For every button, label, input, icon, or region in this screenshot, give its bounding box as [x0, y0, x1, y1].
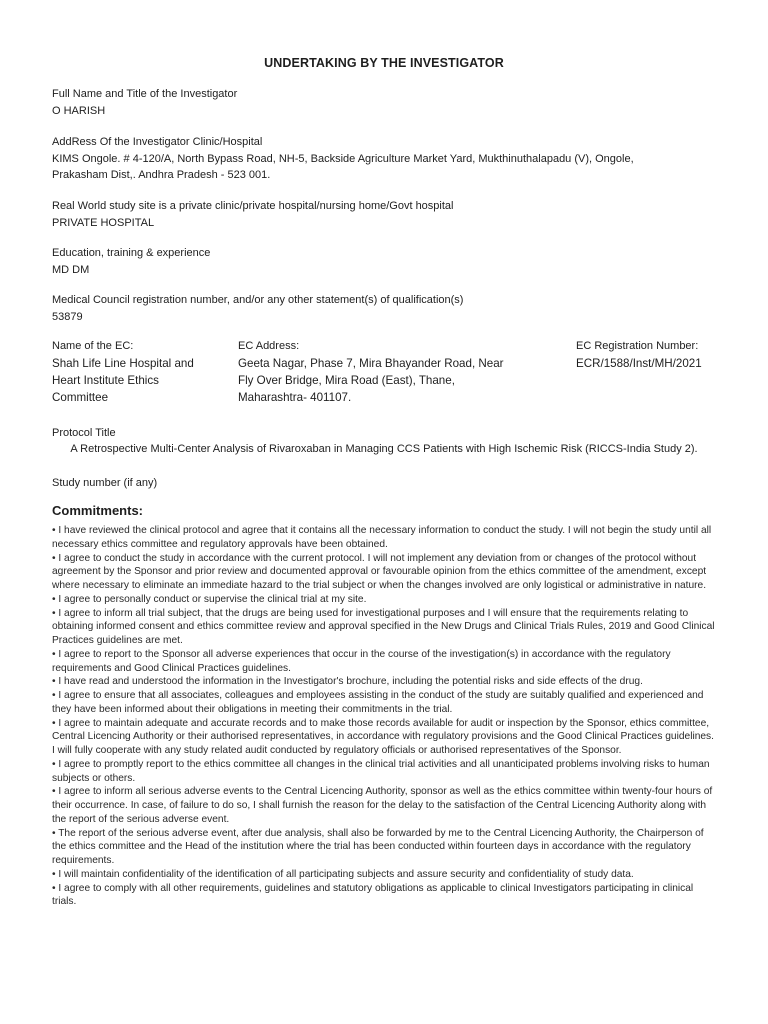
list-item: • I agree to ensure that all associates, colleagues and employees assisting in the conduct of the study are suitably qualified and experienced and they have been informed about their obligations in meeting their commitments in the trial.: [52, 690, 704, 715]
protocol-label: Protocol Title: [52, 427, 116, 439]
investigator-section: [52, 86, 732, 119]
education-label: Education, training & experience: [52, 247, 211, 259]
page-title: UNDERTAKING BY THE INVESTIGATOR: [264, 56, 504, 70]
education-section: [52, 245, 732, 278]
ec-registration-value: ECR/1588/Inst/MH/2021: [576, 356, 702, 370]
site-section: [52, 198, 732, 231]
list-item: • I agree to conduct the study in accordance with the current protocol. I will not implement any deviation from or changes of the protocol without agreement by the Sponsor and prior review and documented approval or favourable opinion from the ethics committee of the amendment, except where necessary to eliminate an immediate hazard to the trial subject or when the changes involved are only logistical or administrative in nature.: [52, 552, 707, 591]
address-label: AddRess Of the Investigator Clinic/Hospital: [52, 136, 263, 148]
list-item: • I have reviewed the clinical protocol and agree that it contains all the necessary information to conduct the study. I will not begin the study until all necessary ethics committee and regulatory approvals have been obtained.: [52, 525, 712, 550]
list-item: • I have read and understood the information in the Investigator's brochure, including the potential risks and side effects of the drug.: [52, 676, 643, 688]
commitments-list: [52, 524, 716, 909]
ec-name-line: Committee: [52, 390, 109, 404]
ec-address-line: Fly Over Bridge, Mira Road (East), Thane,: [238, 373, 455, 387]
list-item: • The report of the serious adverse event, after due analysis, shall also be forwarded by me to the Central Licencing Authority, the Chairperson of the ethics committee and the Head of the institution where the trial has been conducted within fourteen days in accordance with the regulatory requirements.: [52, 827, 704, 866]
education-value: MD DM: [52, 263, 90, 276]
ec-registration-label: EC Registration Number:: [576, 340, 699, 352]
protocol-title: A Retrospective Multi-Center Analysis of Rivaroxaban in Managing CCS Patients with High Ischemic Risk (RICCS-India Study 2).: [70, 443, 698, 455]
ec-name-column: [52, 338, 232, 406]
registration-section: [52, 292, 732, 325]
list-item: • I agree to personally conduct or supervise the clinical trial at my site.: [52, 593, 367, 605]
ec-address-line: Geeta Nagar, Phase 7, Mira Bhayander Road, Near: [238, 356, 504, 370]
registration-label: Medical Council registration number, and/or any other statement(s) of qualification(s): [52, 294, 464, 306]
list-item: • I agree to promptly report to the ethics committee all changes in the clinical trial activities and all unanticipated problems involving risks to human subjects or others.: [52, 758, 710, 784]
address-line: KIMS Ongole. # 4-120/A, North Bypass Road, NH-5, Backside Agriculture Market Yard, Mukthinuthalapadu (V), Ongole,: [52, 152, 634, 165]
list-item: • I agree to report to the Sponsor all adverse experiences that occur in the course of the investigation(s) in accordance with the regulatory requirements and Good Clinical Practices guidelines.: [52, 648, 671, 674]
study-number-label: Study number (if any): [52, 477, 158, 489]
address-line: Prakasham Dist,. Andhra Pradesh - 523 001.: [52, 169, 271, 181]
ec-registration-column: [576, 338, 746, 372]
ec-name-line: Heart Institute Ethics: [52, 373, 159, 387]
list-item: • I will maintain confidentiality of the identification of all participating subjects and assure security and confidentiality of study data.: [52, 868, 634, 880]
address-section: [52, 134, 732, 184]
registration-value: 53879: [52, 310, 83, 323]
list-item: • I agree to comply with all other requirements, guidelines and statutory obligations as applicable to clinical Investigators participating in clinical trials.: [52, 882, 694, 908]
ec-name-line: Shah Life Line Hospital and: [52, 356, 194, 370]
ec-address-line: Maharashtra- 401107.: [238, 390, 352, 404]
investigator-label: Full Name and Title of the Investigator: [52, 88, 238, 100]
list-item: • I agree to inform all trial subject, that the drugs are being used for investigational purposes and I will ensure that the requirements relating to obtaining informed consent and ethics committee review and approval specified in the New Drugs and Clinical Trials Rules, 2019 and Good Clinical Practices guidelines are met.: [52, 607, 715, 646]
site-value: PRIVATE HOSPITAL: [52, 216, 155, 229]
site-label: Real World study site is a private clinic/private hospital/nursing home/Govt hospital: [52, 200, 454, 212]
ec-name-label: Name of the EC:: [52, 340, 134, 352]
list-item: • I agree to inform all serious adverse events to the Central Licencing Authority, sponsor as well as the ethics committee within twenty-four hours of their occurrence. In case, of failure to do so, I shall furnish the reason for the delay to the satisfaction of the Central Licencing Authority along with the report of the serious adverse event.: [52, 786, 713, 825]
list-item: • I agree to maintain adequate and accurate records and to make those records available for audit or inspection by the Sponsor, ethics committee, Central Licencing Authority or their authorised representatives, in accordance with regulatory provisions and the Good Clinical Practices guidelines. I will fully cooperate with any study related audit conducted by regulatory officials or authorised representatives of the Sponsor.: [52, 717, 714, 756]
commitments-heading: Commitments:: [52, 503, 144, 518]
ec-address-column: [238, 338, 558, 406]
ec-address-label: EC Address:: [238, 340, 300, 352]
investigator-value: O HARISH: [52, 104, 106, 117]
